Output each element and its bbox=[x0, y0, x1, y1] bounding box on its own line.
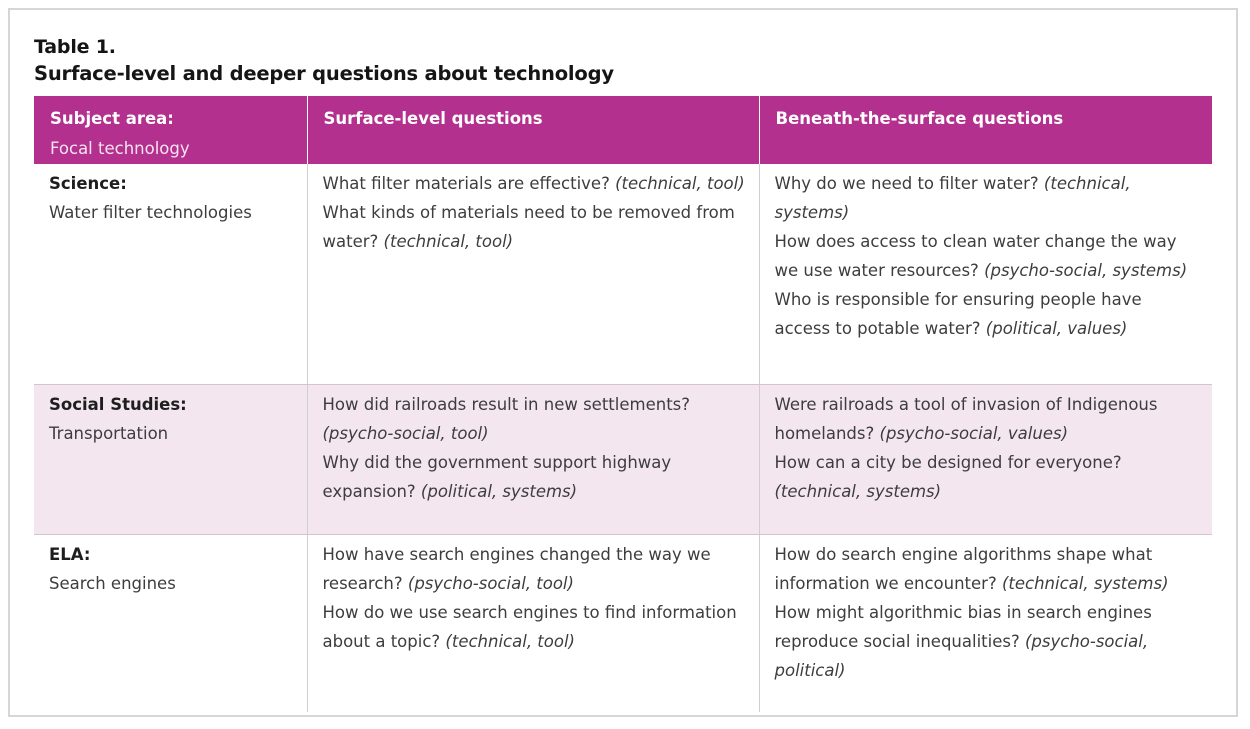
subject-cell bbox=[34, 384, 307, 534]
question: How can a city be designed for everyone? (technical, systems) bbox=[774, 452, 1122, 501]
question: How might algorithmic bias in search engines reproduce social inequalities? (psycho-social, political) bbox=[774, 602, 1152, 680]
beneath-questions-cell bbox=[759, 534, 1212, 712]
focal-technology: Search engines bbox=[49, 573, 176, 593]
question-tags: (psycho-social, tool) bbox=[322, 423, 489, 443]
table-label: Table 1. bbox=[34, 36, 116, 58]
question: Why did the government support highway expansion? (political, systems) bbox=[322, 452, 672, 501]
surface-questions-cell bbox=[307, 384, 759, 534]
question-tags: (technical, systems) bbox=[774, 174, 1131, 222]
header-subject-area bbox=[34, 96, 307, 164]
question: Who is responsible for ensuring people have access to potable water? (political, values) bbox=[774, 290, 1142, 338]
surface-questions-cell bbox=[307, 164, 759, 384]
table-row bbox=[34, 384, 1212, 534]
beneath-questions-cell bbox=[759, 384, 1212, 534]
question-tags: (technical, tool) bbox=[383, 232, 514, 251]
question-tags: (psycho-social, systems) bbox=[984, 261, 1188, 280]
table-header-row bbox=[34, 96, 1212, 164]
question-tags: (psycho-social, political) bbox=[774, 631, 1149, 680]
focal-technology: Transportation bbox=[49, 423, 169, 443]
question: What filter materials are effective? (technical, tool) bbox=[322, 174, 745, 193]
question: Were railroads a tool of invasion of Indigenous homelands? (psycho-social, values) bbox=[774, 394, 1158, 443]
question: How did railroads result in new settlements? (psycho-social, tool) bbox=[322, 394, 691, 443]
questions-table bbox=[34, 96, 1212, 712]
header-surface-questions: Surface-level questions bbox=[307, 96, 759, 164]
question: How do search engine algorithms shape what information we encounter? (technical, systems) bbox=[774, 544, 1169, 593]
header-focal-technology-label: Focal technology bbox=[50, 139, 190, 158]
table-caption bbox=[34, 34, 1214, 88]
question-tags: (psycho-social, tool) bbox=[407, 573, 574, 593]
header-subject-label: Subject area: bbox=[50, 109, 174, 128]
question: What kinds of materials need to be removed from water? (technical, tool) bbox=[322, 203, 735, 251]
question-tags: (technical, tool) bbox=[615, 174, 745, 193]
table-row bbox=[34, 534, 1212, 712]
table-row bbox=[34, 164, 1212, 384]
beneath-questions-cell bbox=[759, 164, 1212, 384]
question-tags: (technical, systems) bbox=[1001, 573, 1169, 593]
subject-cell bbox=[34, 164, 307, 384]
question: How does access to clean water change the way we use water resources? (psycho-social, systems) bbox=[774, 232, 1188, 280]
subject-name: Science: bbox=[49, 174, 127, 193]
subject-cell bbox=[34, 534, 307, 712]
question-tags: (political, systems) bbox=[420, 481, 578, 501]
question-tags: (technical, systems) bbox=[774, 481, 942, 501]
subject-name: Social Studies: bbox=[49, 394, 187, 414]
question: Why do we need to filter water? (technical, systems) bbox=[774, 174, 1131, 222]
question-tags: (technical, tool) bbox=[445, 631, 575, 651]
question: How do we use search engines to find information about a topic? (technical, tool) bbox=[322, 602, 737, 651]
question-tags: (political, values) bbox=[985, 319, 1128, 338]
surface-questions-cell bbox=[307, 534, 759, 712]
header-beneath-questions: Beneath-the-surface questions bbox=[759, 96, 1212, 164]
table-title: Surface-level and deeper questions about technology bbox=[34, 62, 614, 85]
question: How have search engines changed the way we research? (psycho-social, tool) bbox=[322, 544, 711, 593]
subject-name: ELA: bbox=[49, 544, 91, 564]
focal-technology: Water filter technologies bbox=[49, 203, 252, 222]
question-tags: (psycho-social, values) bbox=[879, 423, 1069, 443]
